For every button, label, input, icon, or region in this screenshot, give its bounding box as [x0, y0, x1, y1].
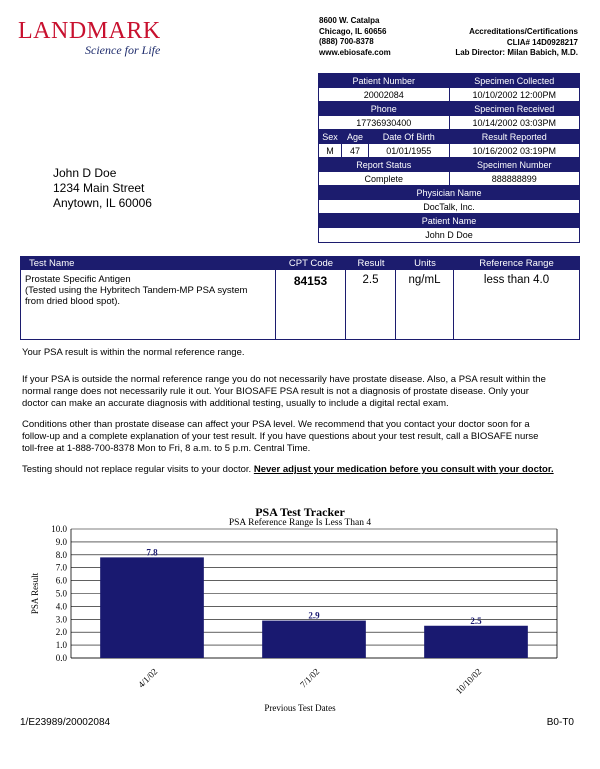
phone-label: Phone — [319, 102, 450, 116]
text-line: Conditions other than prostate disease can affect your PSA level. We recommend that you contact your doctor soon for a — [22, 419, 530, 430]
sex-label: Sex — [319, 130, 342, 144]
page-code: B0-T0 — [546, 717, 574, 728]
text-line: normal range does not necessarily rule it out. Your BIOSAFE PSA result is not a diagnosis of prostate disease. Only your — [22, 386, 529, 397]
age-label: Age — [342, 130, 369, 144]
address-website: www.ebiosafe.com — [319, 47, 391, 57]
report-status-value: Complete — [319, 172, 450, 186]
data-label: 7.8 — [146, 547, 158, 558]
address-line: (888) 700-8378 — [319, 37, 374, 46]
y-tick-label: 9.0 — [55, 536, 67, 547]
y-tick-label: 5.0 — [55, 588, 67, 599]
chart-title: PSA Test Tracker — [255, 505, 345, 519]
physician-value: DocTalk, Inc. — [319, 200, 579, 214]
y-tick-label: 0.0 — [55, 653, 67, 663]
y-tick-label: 1.0 — [55, 640, 67, 651]
sex-value: M — [319, 144, 342, 157]
clia-number: CLIA# 14D0928217 — [506, 37, 578, 47]
specimen-collected-value: 10/10/2002 12:00PM — [450, 88, 580, 102]
specimen-number-value: 888888899 — [450, 172, 580, 186]
col-test-name: Test Name — [29, 258, 75, 269]
col-reference-range: Reference Range — [479, 258, 554, 269]
chart-x-axis-label: Previous Test Dates — [264, 703, 336, 713]
specimen-collected-label: Specimen Collected — [450, 74, 580, 88]
y-tick-label: 4.0 — [55, 601, 67, 612]
report-id: 1/E23989/20002084 — [20, 717, 111, 728]
logo-tagline: Science for Life — [85, 43, 161, 57]
test-name-line: Prostate Specific Antigen — [25, 274, 131, 285]
address-line: Chicago, IL 60656 — [319, 26, 387, 36]
specimen-received-label: Specimen Received — [450, 102, 580, 116]
x-tick-label: 4/1/02 — [136, 666, 160, 690]
phone-value: 17736930400 — [319, 116, 450, 130]
bar — [100, 557, 204, 658]
age-value: 47 — [342, 144, 369, 157]
col-cpt-code: CPT Code — [288, 258, 334, 269]
text-line: If your PSA is outside the normal reference range you do not necessarily have prostate disease. Also, a PSA result within the — [22, 374, 546, 385]
text-line: doctor can make an accurate diagnosis with additional testing, usually to include a digital rectal exam. — [22, 398, 449, 409]
reference-range-cell: less than 4.0 — [483, 274, 550, 286]
bar — [262, 621, 366, 658]
test-name-line: from dried blood spot). — [25, 296, 121, 307]
y-tick-label: 3.0 — [55, 614, 67, 625]
patient-number-label: Patient Number — [319, 74, 450, 88]
text-line: follow-up and a complete explanation of your test result. If you have questions about your test result, call a BIOSAFE nurse — [22, 431, 539, 442]
medication-warning: Never adjust your medication before you consult with your doctor. — [253, 464, 554, 475]
lab-director: Lab Director: Milan Babich, M.D. — [455, 48, 578, 57]
dob-label: Date Of Birth — [369, 130, 449, 144]
chart-subtitle: PSA Reference Range Is Less Than 4 — [228, 518, 372, 528]
units-cell: ng/mL — [396, 270, 454, 339]
physician-label: Physician Name — [319, 186, 579, 200]
data-label: 2.5 — [470, 615, 482, 626]
logo-text: LANDMARK — [18, 18, 161, 44]
address-name: John D Doe — [53, 166, 117, 180]
patient-number-value: 20002084 — [319, 88, 450, 102]
result-summary: Your PSA result is within the normal reference range. — [22, 347, 245, 358]
accreditation-title: Accreditations/Certifications — [469, 27, 578, 36]
x-tick-label: 10/10/02 — [453, 666, 484, 697]
y-tick-label: 10.0 — [51, 524, 67, 534]
y-tick-label: 7.0 — [55, 562, 67, 573]
text-line: toll-free at 1-888-700-8378 Mon to Fri, 8 a.m. to 5 p.m. Central Time. — [22, 443, 311, 454]
address-street: 1234 Main Street — [53, 181, 145, 195]
y-tick-label: 8.0 — [55, 549, 67, 560]
x-tick-label: 7/1/02 — [298, 666, 322, 690]
report-status-label: Report Status — [319, 158, 450, 172]
testing-note: Testing should not replace regular visits to your doctor. — [22, 464, 254, 475]
col-units: Units — [414, 258, 436, 269]
y-axis-label: PSA Result — [30, 572, 40, 615]
address-line: 8600 W. Catalpa — [319, 16, 380, 25]
dob-value: 01/01/1955 — [386, 145, 432, 156]
result-cell: 2.5 — [346, 270, 396, 339]
result-reported-value: 10/16/2002 03:19PM — [450, 144, 580, 158]
col-result: Result — [357, 258, 385, 269]
patient-name-label: Patient Name — [319, 214, 579, 228]
y-tick-label: 6.0 — [55, 575, 67, 586]
test-name-line: (Tested using the Hybritech Tandem-MP PSA system — [25, 285, 248, 296]
specimen-received-value: 10/14/2002 03:03PM — [450, 116, 580, 130]
y-tick-label: 2.0 — [55, 627, 67, 638]
data-label: 2.9 — [308, 610, 320, 621]
result-reported-label: Result Reported — [450, 130, 580, 144]
patient-name-value: John D Doe — [319, 228, 579, 242]
address-city: Anytown, IL 60006 — [53, 196, 152, 210]
bar — [424, 626, 528, 658]
specimen-number-label: Specimen Number — [450, 158, 580, 172]
cpt-code-cell: 84153 — [276, 270, 346, 339]
